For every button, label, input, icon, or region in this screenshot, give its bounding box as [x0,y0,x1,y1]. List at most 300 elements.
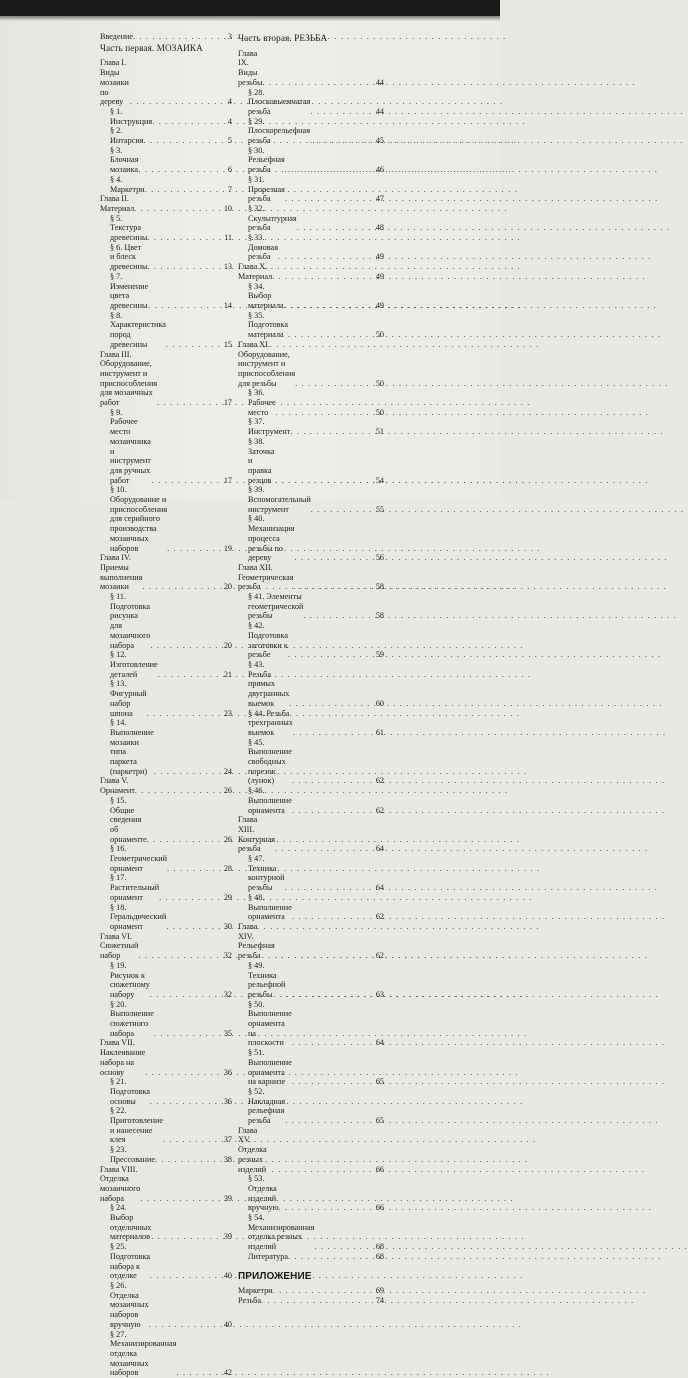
toc-leader-dots [310,136,375,146]
toc-section-entry [238,1087,384,1126]
toc-entry-page: 49 [375,271,384,281]
toc-entry-page: 68 [375,1242,384,1252]
toc-section-entry [100,1330,232,1378]
toc-entry-title: § 27. Механизированная отделка мозаичных наборов [110,1329,177,1378]
toc-entry-title: § 11. Подготовка рисунка для мозаичного набора [110,592,151,650]
toc-entry-page: 15 [223,339,232,349]
toc-chapter-entry [238,340,384,389]
toc-leader-dots [262,78,374,88]
toc-section-entry [238,388,384,417]
toc-entry-title: § 22. Приготовление и нанесение клея [110,1106,163,1145]
toc-section-entry [100,718,232,776]
toc-entry-title: Глава XI. Оборудование, инструмент и приспособления для резьбы [238,339,296,388]
toc-entry-page: 14 [223,300,232,310]
toc-leader-dots [147,233,223,243]
toc-entry-page: 48 [375,223,384,233]
toc-entry-page: 47 [375,194,384,204]
toc-entry-title: § 54. Механизированная отделка резных изделий [248,1213,315,1252]
toc-entry-page: 62 [375,951,384,961]
toc-leader-dots [314,1242,374,1252]
toc-entry-title: § 24. Выбор отделочных материалов [110,1203,152,1242]
toc-section-entry [238,146,384,175]
toc-section-entry [238,117,384,146]
toc-leader-dots [151,1232,223,1242]
toc-entry-page: 5 [227,136,232,146]
toc-section-entry [238,893,384,922]
toc-entry-page: 13 [223,262,232,272]
toc-section-entry [238,786,384,815]
toc-entry-page: 50 [375,407,384,417]
toc-entry-page: 3 [227,32,232,41]
toc-entry-title: Глава IV. Приемы выполнения мозаики [100,553,143,592]
toc-entry-title: Глава XIV. Рельефная резьба [238,921,275,961]
toc-leader-dots [275,844,375,854]
toc-entry-title: § 33. Домовая резьба [248,233,278,262]
toc-leader-dots [285,990,374,1000]
toc-entry-title: Глава II. Материал [100,194,135,213]
toc-entry-title: § 53. Отделка изделий вручную [248,1174,279,1213]
toc-left-column [100,32,232,1378]
toc-section-entry [100,243,232,272]
toc-section-entry [100,485,232,553]
toc-leader-dots [143,136,226,146]
toc-section-entry [238,514,384,563]
toc-leader-dots [293,728,375,738]
toc-entry-page: 56 [375,553,384,563]
toc-section-entry [238,961,384,1000]
toc-leader-dots [150,641,222,651]
toc-entry-title: § 42. Подготовка заготовки к резьбе [248,621,288,660]
toc-leader-dots [147,709,223,719]
toc-right-column [238,32,384,1306]
toc-section-entry [238,738,384,787]
toc-entry-title: Маркетри [238,1286,273,1296]
toc-leader-dots [154,767,223,777]
toc-chapter-entry [238,262,384,281]
toc-entry-title: § 23. Прессование [110,1145,155,1164]
toc-leader-dots [288,650,375,660]
toc-entry-title: § 43. Резьба прямых двугранных выемок [248,660,290,708]
toc-leader-dots [147,835,223,845]
toc-leader-dots [276,408,375,418]
toc-leader-dots [163,1135,223,1145]
toc-entry-page: 37 [223,1135,232,1145]
toc-entry-page: 40 [223,1271,232,1281]
toc-leader-dots [272,272,375,282]
toc-leader-dots [284,301,375,311]
toc-entry-title: § 41. Элементы геометрической резьбы [248,592,304,621]
toc-leader-dots [152,117,227,127]
toc-entry-title: § 44. Резьба трехгранных выемок [248,708,293,737]
toc-entry-title: § 34. Выбор материала [248,281,284,310]
toc-entry-page: 11 [224,233,232,243]
toc-leader-dots [288,1252,375,1262]
toc-section-entry [238,1252,384,1262]
toc-entry-page: 49 [375,252,384,262]
toc-entry-page: 49 [375,300,384,310]
toc-entry-page: 66 [375,1203,384,1213]
toc-entry-title: § 6. Цвет и блеск древесины [110,242,148,272]
toc-entry-title: § 7. Изменение цвета древесины [110,271,149,310]
toc-leader-dots [285,194,375,204]
toc-leader-dots [303,611,374,621]
toc-entry-title: § 20. Выполнение сюжетного набора [110,999,154,1038]
toc-leader-dots [292,1038,375,1048]
toc-section-entry [100,961,232,1000]
toc-section-entry [238,485,384,514]
toc-section-entry [238,1000,384,1049]
toc-section-entry [100,1077,232,1106]
page-top-edge [0,0,500,16]
toc-entry-page: 23 [223,708,232,718]
toc-entry-page: 36 [223,1067,232,1077]
toc-entry-title: § 15. Общие сведения об орнаменте [110,795,147,844]
toc-entry-title: § 51. Выполнение орнамента на карнизе [248,1048,292,1087]
toc-leader-dots [292,776,375,786]
toc-entry-page: 45 [375,136,384,146]
toc-section-entry [238,709,384,738]
toc-entry-title: § 31. Прорезная резьба [248,174,285,204]
toc-chapter-entry [238,1126,384,1175]
toc-entry-title: Глава XII. Геометрическая резьба [238,562,294,592]
toc-entry-title: Введение [100,32,134,41]
toc-leader-dots [285,1116,375,1126]
toc-entry-page: 63 [375,989,384,999]
toc-leader-dots [150,990,223,1000]
toc-leader-dots [140,1194,222,1204]
toc-entry-page: 64 [375,883,384,893]
toc-chapter-entry [100,194,232,213]
toc-entry-title: § 29. Плоскорельефная резьба [248,116,310,146]
toc-entry-page: 21 [223,669,232,679]
toc-chapter-entry [238,1286,384,1296]
toc-leader-dots [293,582,374,592]
toc-section-entry [100,1000,232,1039]
toc-leader-dots [292,806,375,816]
toc-entry-title: § 39. Вспомогательный инструмент [248,485,311,514]
toc-entry-title: § 47. Техника контурной резьбы [248,854,285,893]
toc-leader-dots [145,1068,222,1078]
toc-entry-title: § 32. Скульптурная резьба [248,203,297,233]
toc-entry-page: 50 [375,378,384,388]
toc-entry-title: § 26. Отделка мозаичных наборов вручную [110,1281,149,1329]
toc-entry-page: 62 [375,805,384,815]
toc-entry-title: § 4. Маркетри [110,174,145,194]
toc-entry-title: § 16. Геометрический орнамент [110,844,167,873]
toc-entry-page: 64 [375,1038,384,1048]
toc-entry-page: 68 [375,1251,384,1261]
toc-section-entry [100,1106,232,1145]
toc-section-entry [238,854,384,893]
toc-entry-title: § 52. Накладная рельефная резьба [248,1086,286,1126]
toc-leader-dots [155,1155,223,1165]
toc-section-entry [238,88,384,117]
toc-entry-title: § 25. Подготовка набора к отделке [110,1242,150,1281]
toc-leader-dots [150,1097,223,1107]
toc-leader-dots [176,1368,222,1378]
toc-entry-page: 30 [223,921,232,931]
toc-entry-page: 65 [375,1077,384,1087]
toc-entry-page: 36 [223,1096,232,1106]
toc-leader-dots [149,1320,223,1330]
toc-entry-page: 58 [375,611,384,621]
toc-section-entry [100,107,232,126]
toc-entry-intro [100,32,232,42]
toc-leader-dots [152,476,223,486]
toc-leader-dots [133,32,227,42]
toc-leader-dots [275,476,375,486]
toc-entry-title: § 40. Механизация процесса резьбы по дереву [248,514,295,563]
toc-entry-title: Литература [248,1251,288,1261]
toc-entry-page: 35 [223,1028,232,1038]
toc-section-entry [100,650,232,679]
toc-leader-dots [297,223,375,233]
toc-entry-title: Глава III. Оборудование, инструмент и приспособления для мозаичных работ [100,349,158,408]
toc-section-entry [100,175,232,194]
toc-entry-title: § 21. Подготовка основы [110,1077,150,1106]
toc-entry-page: 10 [223,203,232,213]
toc-leader-dots [159,893,223,903]
toc-entry-page: 19 [223,543,232,553]
toc-section-entry [238,1213,384,1252]
toc-entry-title: § 1. Инструкция [110,106,153,126]
toc-leader-dots [279,1203,375,1213]
toc-section-entry [238,1174,384,1213]
toc-chapter-entry [100,1038,232,1077]
toc-entry-page: 65 [375,1116,384,1126]
toc-entry-page: 69 [375,1286,384,1296]
toc-section-entry [100,796,232,845]
toc-section-entry [238,175,384,204]
toc-leader-dots [285,883,375,893]
toc-entry-page: 64 [375,844,384,854]
toc-leader-dots [273,1286,375,1296]
toc-section-entry [100,873,232,902]
toc-section-entry [238,233,384,262]
toc-entry-title: Глава VIII. Отделка мозаичного набора [100,1164,141,1203]
toc-entry-page: 24 [223,766,232,776]
toc-leader-dots [290,427,374,437]
toc-leader-dots [130,97,227,107]
toc-entry-title: § 28. Плосковыемчатая резьба [248,87,311,116]
toc-section-entry [100,1242,232,1281]
toc-entry-title: § 50. Выполнение орнамента на плоскости [248,999,292,1048]
toc-entry-page: 66 [375,1164,384,1174]
toc-entry-title: § 9. Рабочее место мозаичника и инструмент для ручных работ [110,407,151,485]
toc-entry-title: § 48. Выполнение орнамента [248,892,292,922]
toc-leader-dots [289,699,375,709]
toc-leader-dots [295,379,375,389]
toc-entry-page: 7 [227,184,232,194]
toc-entry-page: 62 [375,776,384,786]
toc-section-entry [100,408,232,486]
toc-entry-title: § 12. Изготовление деталей [110,650,158,679]
toc-section-entry [100,844,232,873]
toc-entry-title: Глава XV. Отделка резных изделий [238,1125,267,1174]
toc-section-entry [238,1048,384,1087]
toc-leader-dots [142,582,222,592]
toc-leader-dots [292,912,375,922]
appendix-title: ПРИЛОЖЕНИЕ [238,1270,312,1282]
toc-section-entry [100,272,232,311]
toc-entry-title: § 45. Выполнение свободных порезок (лунок) [248,737,292,786]
toc-section-entry [100,1145,232,1164]
toc-leader-dots [166,922,223,932]
toc-section-entry [238,437,384,486]
page-fold-shadow [0,16,500,21]
toc-entry-title: § 8. Характеристика пород древесины [110,310,166,349]
toc-section-entry [238,282,384,311]
toc-entry-title: § 38. Заточка и правка резцов [248,436,275,485]
toc-entry-page: 32 [223,951,232,961]
toc-entry-title: § 13. Фигурный набор шпона [110,679,147,718]
toc-leader-dots [135,786,223,796]
toc-entry-title: Глава I. Виды мозаики по дереву [100,58,129,107]
toc-section-entry [100,679,232,718]
toc-entry-title: § 30. Рельефная резьба [248,145,285,175]
toc-leader-dots [134,204,223,214]
toc-leader-dots [158,670,223,680]
toc-entry-title: § 46. Выполнение орнамента [248,786,292,815]
toc-entry-page: 4 [227,116,232,126]
toc-entry-page: 39 [223,1232,232,1242]
toc-appendix-entries [238,1286,384,1305]
toc-entry-title: § 17. Растительный орнамент [110,873,160,902]
toc-entry-title: Глава VI. Сюжетный набор [100,931,139,961]
toc-leader-dots [148,301,223,311]
toc-section-entry [100,214,232,243]
toc-chapter-entry [100,553,232,592]
part-two-title: Часть вторая. РЕЗЬБА [238,33,328,43]
toc-entry-page: 40 [223,1319,232,1329]
toc-section-entry [238,621,384,660]
toc-entry-page: 38 [223,1154,232,1164]
part-one-title: Часть первая. МОЗАИКА [100,42,203,53]
toc-entry-title: § 14. Выполнение мозаики типа паркета (паркетри) [110,718,154,776]
toc-entry-page: 26 [223,786,232,796]
toc-leader-dots [147,262,222,272]
toc-entry-page: 58 [375,582,384,592]
toc-leader-dots [292,1077,375,1087]
toc-entry-title: § 49. Техника рельефной резьбы [248,960,286,999]
toc-entry-page: 28 [223,863,232,873]
toc-leader-dots [285,165,375,175]
toc-section-entry [100,1203,232,1242]
toc-leader-dots [157,398,223,408]
toc-leader-dots [275,951,375,961]
toc-section-entry [100,126,232,145]
toc-leader-dots [154,1029,223,1039]
toc-leader-dots [145,185,227,195]
toc-entry-page: 39 [223,1193,232,1203]
toc-entry-title: § 36. Рабочее место [248,388,276,417]
toc-right-entries [238,49,384,1262]
toc-section-entry [100,1281,232,1330]
toc-entry-page: 60 [375,698,384,708]
toc-left-entries [100,58,232,1378]
toc-chapter-entry [238,49,384,88]
toc-entry-title: § 5. Текстура древесины [110,213,148,243]
toc-entry-title: § 3. Блочная мозаика [110,145,139,175]
toc-entry-page: 32 [223,989,232,999]
toc-leader-dots [261,1296,375,1306]
toc-chapter-entry [100,58,232,107]
toc-entry-page: 44 [375,106,384,116]
toc-leader-dots [167,544,223,554]
toc-section-entry [238,204,384,233]
toc-leader-dots [278,252,375,262]
toc-entry-title: Глава VII. Наклеивание набора на основу [100,1038,146,1077]
toc-chapter-entry [238,815,384,854]
toc-entry-page: 17 [223,398,232,408]
toc-chapter-entry [100,932,232,961]
toc-entry-page: 17 [223,475,232,485]
toc-section-entry [100,311,232,350]
toc-entry-title: Глава X. Материал [238,262,273,281]
toc-chapter-entry [238,922,384,961]
toc-entry-title: Глава V. Орнамент [100,776,135,796]
toc-leader-dots [138,165,226,175]
toc-section-entry [238,660,384,709]
toc-chapter-entry [100,776,232,795]
toc-entry-title: § 37. Инструмент [248,417,291,437]
toc-section-entry [238,592,384,621]
toc-leader-dots [167,864,223,874]
toc-section-entry [238,417,384,436]
toc-entry-title: § 10. Оборудование и приспособления для серийного производства мозаичных наборов [110,485,168,553]
toc-entry-page: 44 [375,77,384,87]
toc-entry-page: 29 [223,892,232,902]
toc-entry-title: § 18. Геральдический орнамент [110,902,167,931]
toc-leader-dots [310,107,374,117]
toc-entry-page: 46 [375,165,384,175]
toc-entry-page: 42 [223,1368,232,1378]
toc-leader-dots [288,330,375,340]
toc-entry-page: 61 [375,727,384,737]
toc-entry-title: § 35. Подготовка материала [248,310,288,340]
toc-leader-dots [150,1271,223,1281]
toc-entry-title: § 19. Рисунок к сюжетному набору [110,960,150,999]
toc-chapter-entry [100,1165,232,1204]
toc-chapter-entry [238,1296,384,1306]
toc-chapter-entry [100,350,232,408]
toc-entry-title: Резьба [238,1296,261,1305]
toc-entry-page: 20 [223,582,232,592]
toc-entry-title: § 2. Интарсия [110,126,144,146]
toc-leader-dots [138,951,222,961]
toc-entry-page: 26 [223,834,232,844]
toc-chapter-entry [238,563,384,592]
toc-entry-title: Глава XIII. Контурная резьба [238,815,275,854]
toc-entry-page: 54 [375,475,384,485]
toc-entry-page: 59 [375,650,384,660]
toc-entry-page: 50 [375,330,384,340]
toc-leader-dots [311,505,375,515]
toc-entry-page: 55 [375,504,384,514]
toc-leader-dots [272,1165,375,1175]
toc-section-entry [100,903,232,932]
toc-entry-page: 6 [227,165,232,175]
toc-entry-page: 62 [375,912,384,922]
toc-section-entry [238,311,384,340]
toc-leader-dots [294,553,374,563]
toc-entry-page: 4 [227,97,232,107]
toc-entry-page: 20 [223,640,232,650]
toc-leader-dots [166,340,223,350]
toc-entry-page: 74 [375,1296,384,1305]
toc-entry-page: 51 [375,427,384,437]
toc-section-entry [100,592,232,650]
